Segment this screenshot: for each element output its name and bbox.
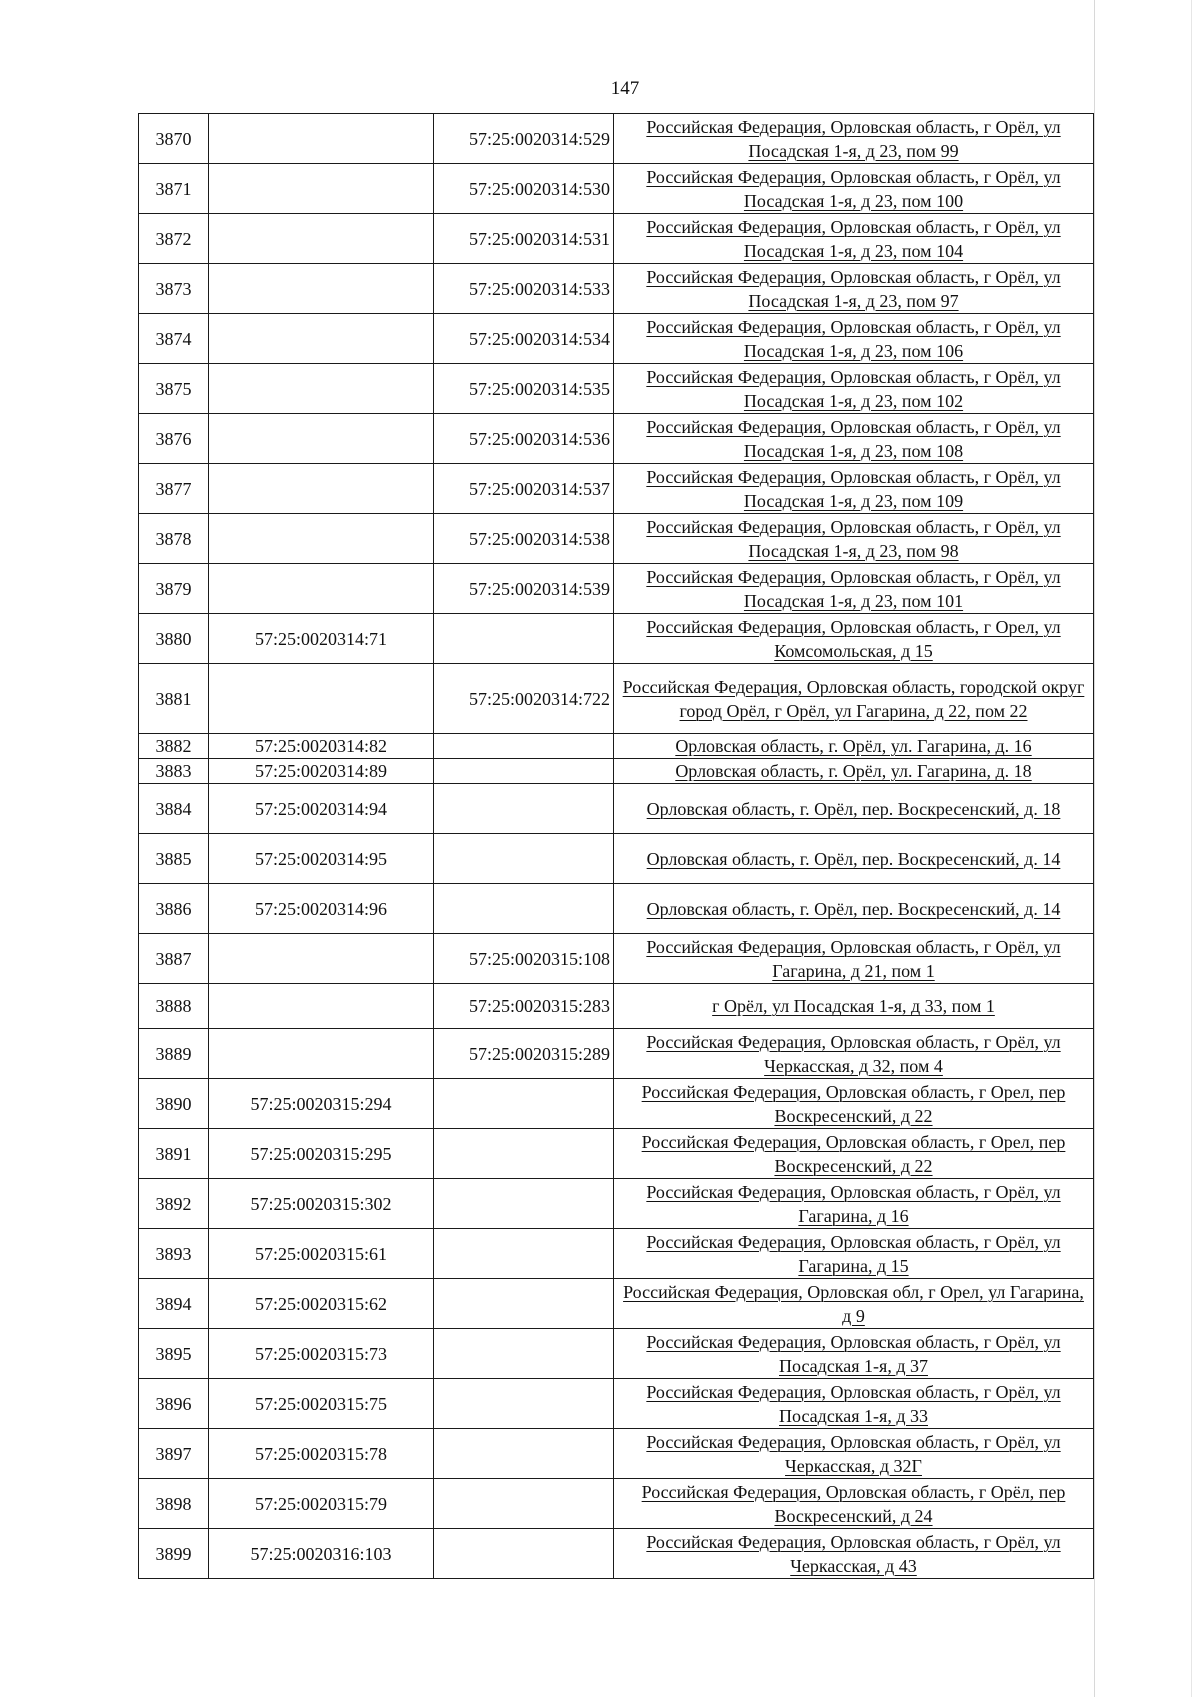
row-number-cell: 3886 [139,884,209,934]
object-cadastral-number-cell: 57:25:0020314:538 [434,514,614,564]
land-cadastral-number-cell [209,934,434,984]
address-text: Орловская область, г. Орёл, пер. Воскресенский, д. 14 [646,848,1061,869]
table-row [139,214,1094,264]
address-cell [614,759,1094,784]
land-cadastral-number-cell: 57:25:0020314:89 [209,759,434,784]
land-cadastral-number-cell: 57:25:0020315:79 [209,1479,434,1529]
table-row [139,514,1094,564]
address-cell [614,1229,1094,1279]
object-cadastral-number-cell [434,834,614,884]
row-number-cell: 3876 [139,414,209,464]
scan-edge-line [1191,0,1192,1697]
address-cell [614,984,1094,1029]
table-row [139,1079,1094,1129]
land-cadastral-number-cell: 57:25:0020315:61 [209,1229,434,1279]
row-number-cell: 3878 [139,514,209,564]
address-cell [614,1429,1094,1479]
address-text: Российская Федерация, Орловская область, г Орел, ул Комсомольская, д 15 [646,616,1061,661]
object-cadastral-number-cell [434,784,614,834]
table-row [139,1229,1094,1279]
table-row [139,984,1094,1029]
object-cadastral-number-cell [434,1229,614,1279]
object-cadastral-number-cell [434,1329,614,1379]
object-cadastral-number-cell: 57:25:0020315:289 [434,1029,614,1079]
table-row [139,114,1094,164]
object-cadastral-number-cell: 57:25:0020315:108 [434,934,614,984]
address-cell [614,884,1094,934]
address-text: Российская Федерация, Орловская область, г Орёл, ул Посадская 1-я, д 23, пом 109 [646,466,1061,511]
land-cadastral-number-cell [209,114,434,164]
table-row [139,1129,1094,1179]
row-number-cell: 3881 [139,664,209,734]
address-text: Российская Федерация, Орловская область, г Орёл, ул Посадская 1-я, д 23, пом 108 [646,416,1061,461]
object-cadastral-number-cell: 57:25:0020314:534 [434,314,614,364]
row-number-cell: 3879 [139,564,209,614]
table-row [139,614,1094,664]
table-row [139,784,1094,834]
object-cadastral-number-cell: 57:25:0020314:536 [434,414,614,464]
row-number-cell: 3896 [139,1379,209,1429]
object-cadastral-number-cell [434,1079,614,1129]
land-cadastral-number-cell: 57:25:0020315:62 [209,1279,434,1329]
address-text: Российская Федерация, Орловская область, г Орёл, ул Посадская 1-я, д 37 [646,1331,1061,1376]
address-text: Российская Федерация, Орловская область, г Орёл, ул Посадская 1-я, д 23, пом 98 [646,516,1061,561]
row-number-cell: 3877 [139,464,209,514]
land-cadastral-number-cell: 57:25:0020314:82 [209,734,434,759]
address-cell [614,1479,1094,1529]
land-cadastral-number-cell [209,984,434,1029]
row-number-cell: 3873 [139,264,209,314]
land-cadastral-number-cell [209,364,434,414]
address-cell [614,164,1094,214]
row-number-cell: 3891 [139,1129,209,1179]
address-cell [614,314,1094,364]
address-text: Российская Федерация, Орловская область, г Орёл, ул Черкасская, д 32Г [646,1431,1061,1476]
object-cadastral-number-cell [434,1129,614,1179]
row-number-cell: 3892 [139,1179,209,1229]
address-cell [614,1129,1094,1179]
row-number-cell: 3870 [139,114,209,164]
address-cell [614,564,1094,614]
object-cadastral-number-cell [434,734,614,759]
land-cadastral-number-cell: 57:25:0020314:71 [209,614,434,664]
address-text: Российская Федерация, Орловская область, г Орел, пер Воскресенский, д 22 [641,1131,1066,1176]
address-cell [614,114,1094,164]
table-row [139,364,1094,414]
object-cadastral-number-cell: 57:25:0020315:283 [434,984,614,1029]
land-cadastral-number-cell [209,314,434,364]
address-cell [614,1079,1094,1129]
table-row [139,734,1094,759]
address-cell [614,464,1094,514]
row-number-cell: 3893 [139,1229,209,1279]
land-cadastral-number-cell [209,414,434,464]
land-cadastral-number-cell: 57:25:0020315:294 [209,1079,434,1129]
object-cadastral-number-cell: 57:25:0020314:529 [434,114,614,164]
table-row [139,264,1094,314]
table-row [139,164,1094,214]
table-row [139,1329,1094,1379]
land-cadastral-number-cell [209,514,434,564]
address-cell [614,364,1094,414]
land-cadastral-number-cell: 57:25:0020315:295 [209,1129,434,1179]
row-number-cell: 3884 [139,784,209,834]
row-number-cell: 3883 [139,759,209,784]
row-number-cell: 3890 [139,1079,209,1129]
object-cadastral-number-cell: 57:25:0020314:539 [434,564,614,614]
address-text: Российская Федерация, Орловская область, г Орёл, ул Гагарина, д 21, пом 1 [646,936,1061,981]
address-text: Российская Федерация, Орловская область, г Орёл, пер Воскресенский, д 24 [641,1481,1066,1526]
address-text: Российская Федерация, Орловская область, г Орёл, ул Черкасская, д 43 [646,1531,1061,1576]
address-text: Орловская область, г. Орёл, пер. Воскресенский, д. 14 [646,898,1061,919]
object-cadastral-number-cell: 57:25:0020314:531 [434,214,614,264]
address-text: Российская Федерация, Орловская обл, г Орел, ул Гагарина, д 9 [623,1281,1084,1326]
address-text: Российская Федерация, Орловская область, г Орёл, ул Черкасская, д 32, пом 4 [646,1031,1061,1076]
object-cadastral-number-cell: 57:25:0020314:537 [434,464,614,514]
address-text: Российская Федерация, Орловская область, г Орёл, ул Посадская 1-я, д 23, пом 101 [646,566,1061,611]
object-cadastral-number-cell: 57:25:0020314:722 [434,664,614,734]
address-text: Российская Федерация, Орловская область, г Орёл, ул Посадская 1-я, д 33 [646,1381,1061,1426]
object-cadastral-number-cell: 57:25:0020314:535 [434,364,614,414]
row-number-cell: 3872 [139,214,209,264]
object-cadastral-number-cell [434,614,614,664]
row-number-cell: 3885 [139,834,209,884]
address-text: Российская Федерация, Орловская область, г Орёл, ул Гагарина, д 16 [646,1181,1061,1226]
row-number-cell: 3871 [139,164,209,214]
row-number-cell: 3887 [139,934,209,984]
address-cell [614,934,1094,984]
land-cadastral-number-cell [209,564,434,614]
table-row [139,1429,1094,1479]
land-cadastral-number-cell: 57:25:0020314:94 [209,784,434,834]
address-text: Орловская область, г. Орёл, ул. Гагарина, д. 16 [675,736,1032,756]
address-text: г Орёл, ул Посадская 1-я, д 33, пом 1 [712,996,995,1016]
object-cadastral-number-cell [434,1529,614,1579]
address-cell [614,614,1094,664]
land-cadastral-number-cell [209,164,434,214]
address-cell [614,1529,1094,1579]
table-row [139,884,1094,934]
table-row [139,1279,1094,1329]
address-cell [614,1379,1094,1429]
object-cadastral-number-cell [434,759,614,784]
row-number-cell: 3880 [139,614,209,664]
address-cell [614,734,1094,759]
table-row [139,414,1094,464]
address-cell [614,784,1094,834]
row-number-cell: 3897 [139,1429,209,1479]
address-text: Российская Федерация, Орловская область, г Орёл, ул Посадская 1-я, д 23, пом 106 [646,316,1061,361]
land-cadastral-number-cell [209,214,434,264]
table-row [139,1479,1094,1529]
registry-table [138,113,1094,1579]
land-cadastral-number-cell: 57:25:0020315:73 [209,1329,434,1379]
land-cadastral-number-cell: 57:25:0020315:302 [209,1179,434,1229]
object-cadastral-number-cell [434,1479,614,1529]
table-row [139,759,1094,784]
land-cadastral-number-cell [209,464,434,514]
address-text: Российская Федерация, Орловская область, г Орёл, ул Посадская 1-я, д 23, пом 104 [646,216,1061,261]
registry-table-body [139,114,1094,1579]
address-text: Российская Федерация, Орловская область, г Орёл, ул Гагарина, д 15 [646,1231,1061,1276]
row-number-cell: 3895 [139,1329,209,1379]
address-cell [614,264,1094,314]
row-number-cell: 3882 [139,734,209,759]
address-text: Российская Федерация, Орловская область, г Орёл, ул Посадская 1-я, д 23, пом 97 [646,266,1061,311]
address-text: Российская Федерация, Орловская область, городской округ город Орёл, г Орёл, ул Гагарина, д 22, пом 22 [622,676,1085,721]
object-cadastral-number-cell: 57:25:0020314:533 [434,264,614,314]
object-cadastral-number-cell [434,1279,614,1329]
table-row [139,1379,1094,1429]
land-cadastral-number-cell [209,264,434,314]
row-number-cell: 3898 [139,1479,209,1529]
object-cadastral-number-cell: 57:25:0020314:530 [434,164,614,214]
land-cadastral-number-cell [209,664,434,734]
row-number-cell: 3874 [139,314,209,364]
object-cadastral-number-cell [434,1179,614,1229]
row-number-cell: 3888 [139,984,209,1029]
land-cadastral-number-cell [209,1029,434,1079]
address-cell [614,414,1094,464]
table-row [139,1029,1094,1079]
object-cadastral-number-cell [434,884,614,934]
address-cell [614,1279,1094,1329]
table-row [139,464,1094,514]
address-text: Российская Федерация, Орловская область, г Орёл, ул Посадская 1-я, д 23, пом 102 [646,366,1061,411]
address-cell [614,664,1094,734]
address-cell [614,1029,1094,1079]
table-row [139,564,1094,614]
address-text: Орловская область, г. Орёл, ул. Гагарина, д. 18 [675,761,1032,781]
row-number-cell: 3875 [139,364,209,414]
scan-edge-line [1094,0,1095,1697]
table-row [139,1529,1094,1579]
table-row [139,664,1094,734]
address-cell [614,1329,1094,1379]
address-text: Российская Федерация, Орловская область, г Орел, пер Воскресенский, д 22 [641,1081,1066,1126]
row-number-cell: 3889 [139,1029,209,1079]
land-cadastral-number-cell: 57:25:0020314:95 [209,834,434,884]
table-row [139,314,1094,364]
page-number: 147 [610,78,640,99]
address-cell [614,214,1094,264]
object-cadastral-number-cell [434,1379,614,1429]
address-cell [614,834,1094,884]
address-cell [614,514,1094,564]
row-number-cell: 3894 [139,1279,209,1329]
land-cadastral-number-cell: 57:25:0020315:78 [209,1429,434,1479]
address-text: Российская Федерация, Орловская область, г Орёл, ул Посадская 1-я, д 23, пом 100 [646,166,1061,211]
table-row [139,1179,1094,1229]
row-number-cell: 3899 [139,1529,209,1579]
land-cadastral-number-cell: 57:25:0020314:96 [209,884,434,934]
land-cadastral-number-cell: 57:25:0020316:103 [209,1529,434,1579]
table-row [139,934,1094,984]
address-text: Орловская область, г. Орёл, пер. Воскресенский, д. 18 [646,798,1061,819]
address-cell [614,1179,1094,1229]
land-cadastral-number-cell: 57:25:0020315:75 [209,1379,434,1429]
address-text: Российская Федерация, Орловская область, г Орёл, ул Посадская 1-я, д 23, пом 99 [646,116,1061,161]
table-row [139,834,1094,884]
object-cadastral-number-cell [434,1429,614,1479]
